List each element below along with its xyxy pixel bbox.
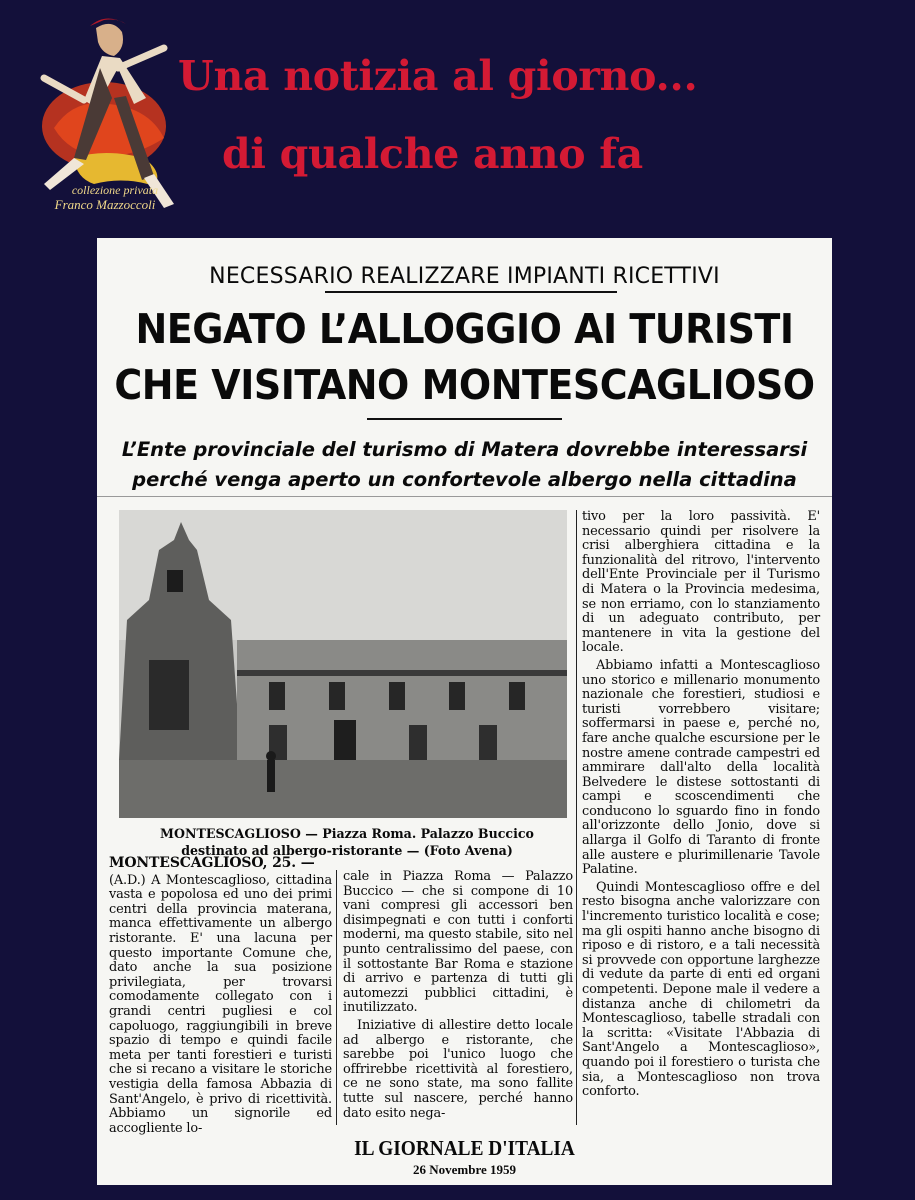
column-3-paragraph-3: Quindi Montescaglioso offre e del resto bisogna anche valorizzare con l'incremento turistico località e cose; ma gli ospiti hanno anche bisogno di riposo e di ristoro, e a tali necessità si provvede con opportune larghezze di vedute da parte di enti ed organi competenti. Depone male il vedere a distanza anche di chilometri da Montescaglioso, tabelle stradali con la scritta: «Visitate l'Abbazia di Sant'Angelo a Montescaglioso», quando poi il forestiero o turista che sia, a Montescaglioso non trova conforto. (582, 879, 820, 1100)
page-title-line1: Una notizia al giorno... (178, 52, 698, 100)
article-dateline: MONTESCAGLIOSO, 25. — (109, 855, 315, 871)
article-column-1 (109, 855, 332, 1136)
kicker-rule (325, 291, 617, 293)
publication-date: 26 Novembre 1959 (412, 1162, 517, 1177)
page-title-line2: di qualche anno fa (222, 130, 643, 178)
article-kicker: NECESSARIO REALIZZARE IMPIANTI RICETTIVI (209, 264, 720, 289)
logo-caption-line1: collezione privata (71, 183, 159, 197)
column-divider-2 (576, 510, 577, 1125)
headline-line2: CHE VISITANO MONTESCAGLIOSO (114, 361, 815, 409)
article-column-3 (582, 510, 820, 1128)
column-1-text: (A.D.) A Montescaglioso, cittadina vasta e popolosa ed uno dei primi centri della provincia materana, manca effettivamente un albergo ristorante. E' una lacuna per questo importante Comune che, dato anche la sua posizione privilegiata, per trovarsi comodamente collegato con i grandi centri pugliesi e col capoluogo, raggiungibili in breve spazio di tempo e quindi facile meta per tanti forestieri e turisti che si recano a visitare le storiche vestigia della famosa Abbazia di Sant'Angelo, è privo di ricettività. Abbiamo un signorile ed accogliente lo- (109, 872, 332, 1136)
column-divider-1 (336, 870, 337, 1125)
column-2-paragraph-2: Iniziative di allestire detto locale ad albergo e ristorante, che sarebbe poi l'unico luogo che offrirebbe ricettività al forestiero, ce ne sono state, ma sono fallite tutte sul nascere, perché hanno dato esito nega- (343, 1017, 573, 1121)
column-3-paragraph-2: Abbiamo infatti a Montescaglioso uno storico e millenario monumento nazionale che forestieri, studiosi e turisti vorrebbero visitare; soffermarsi in paese e, perché no, fare anche qualche escursione per le nostre amene contrade campestri ed ammirare dall'alto della località Belvedere le distese sottostanti di campi e scoscendimenti che conducono lo sguardo fino in fondo all'orizzonte dello Jonio, dove si allarga il Golfo di Taranto di fronte alle austere e plurimillenarie Tavole Palatine. (582, 657, 820, 878)
subhead-line2: perché venga aperto un confortevole albergo nella cittadina (132, 468, 797, 491)
column-2-paragraph-1: cale in Piazza Roma — Palazzo Buccico — che si compone di 10 vani compresi gli accessori ben disimpegnati e con tutti i conforti moderni, ma questo stabile, sito nel punto centralissimo del paese, con il sottostante Bar Roma e stazione di arrivo e partenza di tutti gli automezzi pubblici cittadini, è inutilizzato. (343, 869, 573, 1016)
photo-caption: MONTESCAGLIOSO — Piazza Roma. Palazzo Buccico destinato ad albergo-ristorante — (Foto Avena) (160, 826, 534, 858)
subhead-line1: L’Ente provinciale del turismo di Matera dovrebbe interessarsi (121, 438, 808, 461)
headline-line1: NEGATO L’ALLOGGIO AI TURISTI (135, 305, 794, 353)
article-column-2 (343, 870, 573, 1128)
subhead-rule (97, 496, 832, 497)
logo-caption (30, 184, 200, 213)
headline-rule (367, 418, 562, 420)
logo-caption-line2: Franco Mazzoccoli (54, 196, 156, 212)
piazza-roma-photo (119, 510, 567, 818)
column-3-paragraph-1: tivo per la loro passività. E' necessario quindi per risolvere la crisi alberghiera cittadina e la funzionalità del ritrovo, l'intervento dell'Ente Provinciale per il Turismo di Matera o la Provincia medesima, se non erriamo, con lo stanziamento di un adeguato contributo, per mantenere in vita la gestione del locale. (582, 509, 820, 656)
newspaper-masthead: IL GIORNALE D'ITALIA (354, 1136, 575, 1160)
newspaper-clipping (97, 238, 832, 1185)
